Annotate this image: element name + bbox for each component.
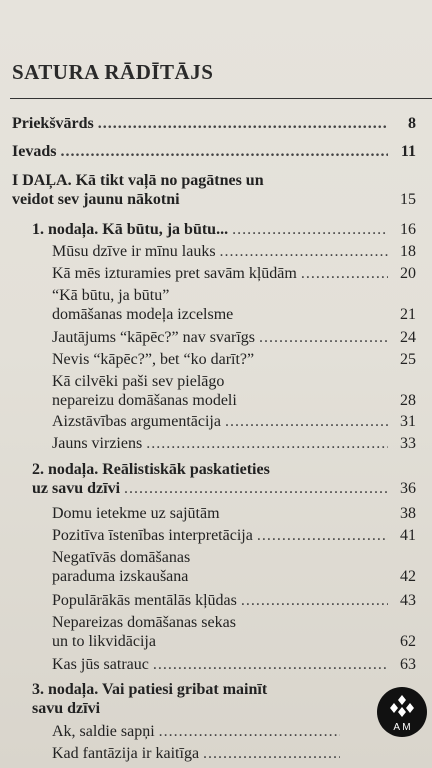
toc-entry-title: 2. nodaļa. Reālistiskāk paskatieties [32, 461, 270, 478]
toc-entry-title: Jautājums “kāpēc?” nav svarīgs [52, 329, 256, 346]
dot-leader [259, 328, 388, 347]
toc-entry-title: “Kā būtu, ja būtu” [52, 287, 170, 304]
toc-entry-title: Priekšvārds [12, 115, 94, 132]
dot-leader [257, 526, 388, 545]
toc-entry-title: Nevis “kāpēc?”, bet “ko darīt?” [52, 351, 255, 368]
toc-entry [0, 504, 432, 523]
toc-entry-title-cont: savu dzīvi [32, 700, 101, 717]
toc-entry-title-cont: nepareizu domāšanas modeli [52, 392, 237, 409]
toc-entry-page: 31 [400, 413, 416, 430]
toc-entry [0, 722, 432, 741]
dot-leader [203, 744, 340, 763]
toc-entry-page: 41 [400, 527, 416, 544]
toc-entry-title: Ievads [12, 143, 57, 160]
dot-leader [159, 722, 340, 741]
toc-entry-title: Jauns virziens [52, 435, 143, 452]
dot-leader [241, 591, 388, 610]
toc-entry-intro [0, 142, 432, 161]
toc-entry-title: Aizstāvības argumentācija [52, 413, 221, 430]
toc-entry-title: Populārākās mentālās kļūdas [52, 592, 237, 609]
toc-entry [0, 526, 432, 545]
toc-entry-title: Kad fantāzija ir kaitīga [52, 745, 200, 762]
toc-entry-title-cont: un to likvidācija [52, 633, 156, 650]
dot-leader [60, 142, 388, 161]
dot-leader [225, 412, 388, 431]
dot-leader [124, 479, 388, 498]
toc-entry [0, 434, 432, 453]
page-title: SATURA RĀDĪTĀJS [12, 60, 214, 84]
toc-entry-chapter-1 [0, 220, 432, 239]
diamond-tree-logo [376, 686, 428, 738]
toc-entry-page: 62 [400, 633, 416, 650]
toc-entry-page: 16 [400, 221, 416, 238]
toc-entry [0, 286, 432, 324]
toc-entry-page: 11 [400, 143, 416, 160]
toc-entry [0, 613, 432, 651]
toc-entry-page: 15 [400, 191, 416, 208]
dot-leader [301, 264, 388, 283]
heading-divider [10, 98, 432, 99]
toc-entry-page: 42 [400, 568, 416, 585]
toc-entry [0, 655, 432, 674]
toc-entry-chapter-3 [0, 680, 432, 718]
toc-entry [0, 350, 432, 369]
toc-entry-title: Nepareizas domāšanas sekas [52, 614, 236, 631]
toc-entry-title: Kas jūs satrauc [52, 656, 149, 673]
toc-entry-page: 33 [400, 435, 416, 452]
dot-leader [98, 114, 388, 133]
toc-entry [0, 372, 432, 410]
toc-entry-title: Domu ietekme uz sajūtām [52, 505, 220, 522]
dot-leader [220, 242, 388, 261]
toc-entry [0, 264, 432, 283]
toc-entry-title-cont: domāšanas modeļa izcelsme [52, 306, 234, 323]
toc-entry-page: 25 [400, 351, 416, 368]
toc-entry-title: Kā mēs izturamies pret savām kļūdām [52, 265, 297, 282]
toc-entry-page: 28 [400, 392, 416, 409]
toc-entry-page: 36 [400, 480, 416, 497]
dot-leader [153, 655, 388, 674]
toc-entry-page: 43 [400, 592, 416, 609]
toc-entry-title: 3. nodaļa. Vai patiesi gribat mainīt [32, 681, 268, 698]
toc-entry-page: 18 [400, 243, 416, 260]
toc-entry-page: 63 [400, 656, 416, 673]
toc-entry [0, 591, 432, 610]
toc-entry-title-cont: paraduma izskaušana [52, 568, 189, 585]
dot-leader [146, 434, 388, 453]
toc-entry-title: Ak, saldie sapņi [52, 723, 155, 740]
toc-entry-chapter-2 [0, 460, 432, 498]
toc-entry-page: 21 [400, 306, 416, 323]
svg-text:A M: A M [393, 722, 411, 733]
toc-entry-title: Negatīvās domāšanas [52, 549, 191, 566]
toc-entry-page: 8 [408, 115, 416, 132]
toc-entry [0, 548, 432, 586]
toc-entry [0, 328, 432, 347]
dot-leader [232, 220, 388, 239]
toc-entry-part-1 [0, 171, 432, 209]
toc-entry-preface [0, 114, 432, 133]
toc-entry [0, 744, 432, 763]
toc-entry [0, 412, 432, 431]
toc-entry-page: 38 [400, 505, 416, 522]
toc-entry-title-cont: uz savu dzīvi [32, 480, 121, 497]
toc-entry-title: Pozitīva īstenības interpretācija [52, 527, 253, 544]
toc-entry-title: I DAĻA. Kā tikt vaļā no pagātnes un [12, 172, 264, 189]
toc-entry-page: 24 [400, 329, 416, 346]
toc-entry-title: 1. nodaļa. Kā būtu, ja būtu... [32, 221, 229, 238]
toc-entry-title-cont: veidot sev jaunu nākotni [12, 191, 180, 208]
toc-entry-title: Kā cilvēki paši sev pielāgo [52, 373, 225, 390]
toc-entry-title: Mūsu dzīve ir mīnu lauks [52, 243, 216, 260]
toc-entry-page: 20 [400, 265, 416, 282]
toc-entry [0, 242, 432, 261]
